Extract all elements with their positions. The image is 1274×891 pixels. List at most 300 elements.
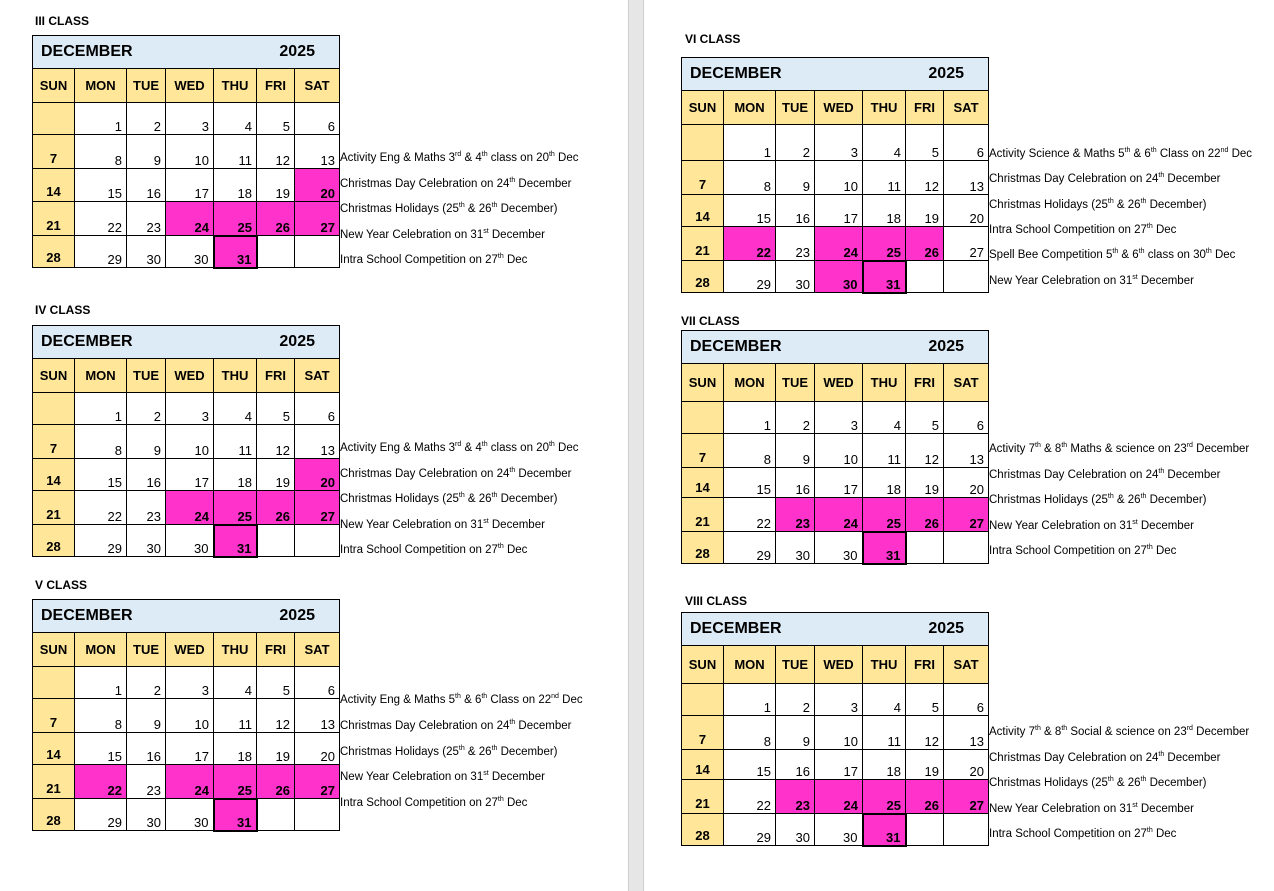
date-cell: 22 (75, 202, 127, 236)
date-cell: 4 (214, 103, 257, 135)
date-cell: 3 (166, 667, 214, 699)
year-label: 2025 (279, 607, 315, 624)
date-cell: 22 (75, 765, 127, 799)
date-cell: 12 (257, 699, 295, 733)
date-cell: 28 (682, 261, 724, 293)
date-cell: 7 (682, 716, 724, 750)
date-cell: 9 (127, 425, 166, 459)
date-cell: 12 (906, 716, 944, 750)
date-cell: 9 (776, 161, 815, 195)
date-cell: 10 (815, 716, 863, 750)
date-cell: 2 (127, 667, 166, 699)
day-name-wed: WED (815, 646, 863, 684)
event-note: New Year Celebration on 31st December (989, 274, 1194, 287)
date-cell: 15 (724, 750, 776, 780)
date-cell: 19 (906, 468, 944, 498)
date-cell: 17 (166, 459, 214, 491)
month-year-header (33, 36, 340, 69)
month-year-header (682, 331, 989, 364)
date-cell: 30 (166, 236, 214, 268)
date-cell: 7 (33, 135, 75, 169)
date-cell: 13 (944, 434, 989, 468)
day-name-fri: FRI (257, 633, 295, 667)
week-row (33, 202, 340, 236)
date-cell: 31 (863, 532, 906, 564)
empty-cell (906, 814, 944, 846)
date-cell: 27 (944, 780, 989, 814)
date-cell: 7 (682, 161, 724, 195)
date-cell: 15 (75, 459, 127, 491)
date-cell: 1 (75, 103, 127, 135)
day-name-mon: MON (75, 633, 127, 667)
event-note: New Year Celebration on 31st December (989, 802, 1194, 815)
date-cell: 18 (214, 733, 257, 765)
event-note: Christmas Day Celebration on 24th December (989, 172, 1221, 185)
day-name-thu: THU (214, 359, 257, 393)
date-cell: 15 (75, 733, 127, 765)
calendar-table (32, 599, 340, 832)
date-cell: 29 (75, 799, 127, 831)
month-year-header (682, 613, 989, 646)
date-cell: 6 (295, 667, 340, 699)
date-cell: 27 (944, 498, 989, 532)
date-cell: 26 (906, 498, 944, 532)
week-row (682, 434, 989, 468)
date-cell: 31 (214, 799, 257, 831)
week-row (682, 684, 989, 716)
date-cell: 17 (815, 195, 863, 227)
calendar-table (681, 57, 989, 294)
week-row (682, 750, 989, 780)
day-name-fri: FRI (906, 91, 944, 125)
empty-cell (33, 103, 75, 135)
date-cell: 12 (906, 434, 944, 468)
date-cell: 13 (295, 425, 340, 459)
date-cell: 26 (906, 227, 944, 261)
date-cell: 30 (776, 532, 815, 564)
date-cell: 20 (944, 195, 989, 227)
date-cell: 29 (75, 236, 127, 268)
day-name-thu: THU (863, 364, 906, 402)
date-cell: 19 (257, 169, 295, 202)
date-cell: 28 (682, 532, 724, 564)
date-cell: 21 (682, 780, 724, 814)
day-name-tue: TUE (127, 69, 166, 103)
date-cell: 30 (127, 525, 166, 557)
event-note: Christmas Holidays (25th & 26th December) (989, 493, 1207, 506)
date-cell: 5 (257, 667, 295, 699)
week-row (682, 498, 989, 532)
date-cell: 6 (295, 103, 340, 135)
week-row (33, 765, 340, 799)
date-cell: 18 (214, 459, 257, 491)
date-cell: 25 (863, 498, 906, 532)
event-note: Christmas Holidays (25th & 26th December) (340, 202, 558, 215)
date-cell: 2 (127, 393, 166, 425)
date-cell: 5 (906, 402, 944, 434)
week-row (682, 261, 989, 293)
date-cell: 12 (257, 135, 295, 169)
date-cell: 26 (906, 780, 944, 814)
date-cell: 20 (295, 459, 340, 491)
date-cell: 14 (682, 195, 724, 227)
event-note: Activity Eng & Maths 3rd & 4th class on 20th Dec (340, 441, 579, 454)
date-cell: 23 (127, 765, 166, 799)
date-cell: 27 (944, 227, 989, 261)
date-cell: 15 (724, 468, 776, 498)
day-name-sat: SAT (944, 646, 989, 684)
date-cell: 18 (863, 468, 906, 498)
event-note: Christmas Day Celebration on 24th December (989, 468, 1221, 481)
date-cell: 17 (815, 468, 863, 498)
date-cell: 10 (166, 699, 214, 733)
event-note: Intra School Competition on 27th Dec (340, 796, 528, 809)
date-cell: 30 (127, 236, 166, 268)
date-cell: 5 (257, 393, 295, 425)
date-cell: 22 (75, 491, 127, 525)
week-row (682, 195, 989, 227)
month-year-header (33, 326, 340, 359)
week-row (682, 402, 989, 434)
date-cell: 24 (815, 498, 863, 532)
date-cell: 23 (127, 491, 166, 525)
class-title: IV CLASS (35, 303, 91, 317)
date-cell: 9 (127, 135, 166, 169)
date-cell: 15 (724, 195, 776, 227)
day-name-mon: MON (724, 646, 776, 684)
empty-cell (295, 236, 340, 268)
date-cell: 12 (906, 161, 944, 195)
month-year-header (33, 600, 340, 633)
date-cell: 11 (863, 716, 906, 750)
date-cell: 29 (724, 814, 776, 846)
day-name-thu: THU (214, 633, 257, 667)
day-name-thu: THU (863, 91, 906, 125)
date-cell: 18 (863, 195, 906, 227)
date-cell: 26 (257, 202, 295, 236)
date-cell: 3 (815, 684, 863, 716)
date-cell: 13 (944, 161, 989, 195)
date-cell: 24 (166, 491, 214, 525)
month-label: DECEMBER (41, 607, 133, 624)
date-cell: 4 (863, 125, 906, 161)
date-cell: 30 (815, 261, 863, 293)
date-cell: 18 (214, 169, 257, 202)
date-cell: 3 (815, 402, 863, 434)
date-cell: 2 (776, 402, 815, 434)
date-cell: 19 (257, 733, 295, 765)
date-cell: 30 (166, 525, 214, 557)
date-cell: 8 (75, 135, 127, 169)
date-cell: 17 (166, 733, 214, 765)
day-name-wed: WED (166, 633, 214, 667)
date-cell: 18 (863, 750, 906, 780)
event-note: Activity Science & Maths 5th & 6th Class on 22nd Dec (989, 147, 1253, 160)
calendar-table (32, 325, 340, 558)
day-name-sat: SAT (295, 69, 340, 103)
date-cell: 4 (214, 393, 257, 425)
date-cell: 21 (682, 227, 724, 261)
date-cell: 30 (815, 814, 863, 846)
class-title: VIII CLASS (685, 594, 748, 608)
day-name-sun: SUN (682, 364, 724, 402)
week-row (33, 103, 340, 135)
date-cell: 21 (33, 202, 75, 236)
event-note: Activity 7th & 8th Social & science on 23rd December (989, 725, 1250, 738)
date-cell: 7 (682, 434, 724, 468)
date-cell: 6 (944, 684, 989, 716)
date-cell: 28 (682, 814, 724, 846)
date-cell: 20 (944, 750, 989, 780)
date-cell: 13 (295, 135, 340, 169)
day-name-thu: THU (214, 69, 257, 103)
month-label: DECEMBER (690, 65, 782, 82)
date-cell: 16 (776, 468, 815, 498)
empty-cell (944, 532, 989, 564)
date-cell: 20 (295, 733, 340, 765)
day-name-mon: MON (75, 359, 127, 393)
date-cell: 13 (944, 716, 989, 750)
date-cell: 20 (295, 169, 340, 202)
month-label: DECEMBER (690, 620, 782, 637)
date-cell: 10 (815, 434, 863, 468)
week-row (682, 125, 989, 161)
date-cell: 22 (724, 780, 776, 814)
empty-cell (944, 261, 989, 293)
date-cell: 31 (214, 236, 257, 268)
date-cell: 13 (295, 699, 340, 733)
class-title: VI CLASS (685, 32, 741, 46)
date-cell: 16 (776, 750, 815, 780)
event-note: New Year Celebration on 31st December (340, 770, 545, 783)
date-cell: 9 (776, 716, 815, 750)
empty-cell (33, 393, 75, 425)
date-cell: 10 (166, 135, 214, 169)
month-year-header (682, 58, 989, 91)
date-cell: 30 (776, 261, 815, 293)
event-note: Christmas Holidays (25th & 26th December) (340, 492, 558, 505)
date-cell: 23 (776, 780, 815, 814)
date-cell: 9 (776, 434, 815, 468)
date-cell: 15 (75, 169, 127, 202)
week-row (682, 716, 989, 750)
empty-cell (257, 525, 295, 557)
event-note: Christmas Day Celebration on 24th December (989, 751, 1221, 764)
empty-cell (257, 236, 295, 268)
day-name-sun: SUN (33, 633, 75, 667)
date-cell: 19 (906, 195, 944, 227)
event-note: Intra School Competition on 27th Dec (340, 543, 528, 556)
event-note: Intra School Competition on 27th Dec (989, 223, 1177, 236)
empty-cell (33, 667, 75, 699)
empty-cell (682, 684, 724, 716)
day-name-tue: TUE (776, 364, 815, 402)
date-cell: 29 (724, 261, 776, 293)
date-cell: 24 (815, 780, 863, 814)
day-name-sun: SUN (682, 646, 724, 684)
empty-cell (682, 125, 724, 161)
week-row (682, 161, 989, 195)
event-note: Christmas Holidays (25th & 26th December) (989, 776, 1207, 789)
page-separator (628, 0, 644, 891)
date-cell: 29 (724, 532, 776, 564)
event-note: New Year Celebration on 31st December (989, 519, 1194, 532)
event-note: Activity Eng & Maths 3rd & 4th class on 20th Dec (340, 151, 579, 164)
date-cell: 29 (75, 525, 127, 557)
empty-cell (906, 532, 944, 564)
week-row (33, 459, 340, 491)
date-cell: 26 (257, 491, 295, 525)
week-row (33, 169, 340, 202)
day-name-wed: WED (166, 359, 214, 393)
day-name-mon: MON (75, 69, 127, 103)
event-note: Christmas Day Celebration on 24th December (340, 467, 572, 480)
week-row (33, 491, 340, 525)
date-cell: 21 (33, 765, 75, 799)
date-cell: 3 (166, 103, 214, 135)
date-cell: 16 (776, 195, 815, 227)
event-note: Christmas Day Celebration on 24th December (340, 177, 572, 190)
day-name-tue: TUE (127, 359, 166, 393)
date-cell: 28 (33, 525, 75, 557)
date-cell: 30 (776, 814, 815, 846)
date-cell: 1 (75, 667, 127, 699)
date-cell: 9 (127, 699, 166, 733)
date-cell: 11 (863, 161, 906, 195)
week-row (682, 780, 989, 814)
week-row (682, 814, 989, 846)
month-label: DECEMBER (41, 43, 133, 60)
empty-cell (295, 525, 340, 557)
empty-cell (906, 261, 944, 293)
event-note: Intra School Competition on 27th Dec (340, 253, 528, 266)
empty-cell (257, 799, 295, 831)
date-cell: 30 (127, 799, 166, 831)
week-row (33, 799, 340, 831)
date-cell: 3 (815, 125, 863, 161)
event-note: Intra School Competition on 27th Dec (989, 827, 1177, 840)
event-note: New Year Celebration on 31st December (340, 518, 545, 531)
date-cell: 16 (127, 169, 166, 202)
week-row (682, 468, 989, 498)
week-row (33, 393, 340, 425)
date-cell: 27 (295, 765, 340, 799)
event-note: Christmas Holidays (25th & 26th December) (989, 198, 1207, 211)
month-label: DECEMBER (41, 333, 133, 350)
empty-cell (944, 814, 989, 846)
day-name-sat: SAT (295, 359, 340, 393)
date-cell: 12 (257, 425, 295, 459)
date-cell: 11 (863, 434, 906, 468)
event-note: Christmas Holidays (25th & 26th December) (340, 745, 558, 758)
week-row (33, 699, 340, 733)
day-name-sun: SUN (33, 69, 75, 103)
week-row (33, 667, 340, 699)
date-cell: 1 (75, 393, 127, 425)
day-name-fri: FRI (257, 69, 295, 103)
date-cell: 28 (33, 236, 75, 268)
date-cell: 8 (724, 716, 776, 750)
date-cell: 1 (724, 402, 776, 434)
day-name-fri: FRI (906, 364, 944, 402)
date-cell: 8 (75, 699, 127, 733)
event-note: New Year Celebration on 31st December (340, 228, 545, 241)
date-cell: 8 (75, 425, 127, 459)
day-name-sun: SUN (682, 91, 724, 125)
date-cell: 25 (863, 780, 906, 814)
event-note: Christmas Day Celebration on 24th December (340, 719, 572, 732)
date-cell: 5 (257, 103, 295, 135)
day-name-mon: MON (724, 364, 776, 402)
date-cell: 30 (166, 799, 214, 831)
date-cell: 1 (724, 125, 776, 161)
day-name-wed: WED (815, 91, 863, 125)
event-note: Spell Bee Competition 5th & 6th class on 30th Dec (989, 248, 1236, 261)
day-name-sun: SUN (33, 359, 75, 393)
date-cell: 17 (166, 169, 214, 202)
date-cell: 16 (127, 459, 166, 491)
date-cell: 4 (863, 684, 906, 716)
date-cell: 25 (863, 227, 906, 261)
year-label: 2025 (928, 65, 964, 82)
year-label: 2025 (928, 338, 964, 355)
date-cell: 22 (724, 498, 776, 532)
date-cell: 1 (724, 684, 776, 716)
date-cell: 6 (295, 393, 340, 425)
date-cell: 7 (33, 425, 75, 459)
class-title: VII CLASS (681, 314, 740, 328)
date-cell: 14 (682, 468, 724, 498)
date-cell: 2 (127, 103, 166, 135)
week-row (33, 425, 340, 459)
date-cell: 31 (863, 814, 906, 846)
date-cell: 24 (166, 202, 214, 236)
day-name-wed: WED (166, 69, 214, 103)
date-cell: 14 (33, 459, 75, 491)
day-name-fri: FRI (906, 646, 944, 684)
date-cell: 5 (906, 684, 944, 716)
month-label: DECEMBER (690, 338, 782, 355)
day-name-thu: THU (863, 646, 906, 684)
year-label: 2025 (928, 620, 964, 637)
event-note: Intra School Competition on 27th Dec (989, 544, 1177, 557)
date-cell: 27 (295, 202, 340, 236)
date-cell: 25 (214, 202, 257, 236)
date-cell: 24 (166, 765, 214, 799)
week-row (33, 135, 340, 169)
date-cell: 2 (776, 125, 815, 161)
event-note: Activity Eng & Maths 5th & 6th Class on 22nd Dec (340, 693, 583, 706)
date-cell: 14 (33, 733, 75, 765)
date-cell: 25 (214, 765, 257, 799)
calendar-table (32, 35, 340, 269)
year-label: 2025 (279, 333, 315, 350)
empty-cell (295, 799, 340, 831)
date-cell: 17 (815, 750, 863, 780)
date-cell: 25 (214, 491, 257, 525)
date-cell: 4 (863, 402, 906, 434)
day-name-tue: TUE (127, 633, 166, 667)
day-name-sat: SAT (944, 364, 989, 402)
day-name-fri: FRI (257, 359, 295, 393)
week-row (682, 532, 989, 564)
date-cell: 23 (776, 227, 815, 261)
calendar-table (681, 330, 989, 565)
day-name-tue: TUE (776, 91, 815, 125)
date-cell: 4 (214, 667, 257, 699)
date-cell: 5 (906, 125, 944, 161)
date-cell: 22 (724, 227, 776, 261)
